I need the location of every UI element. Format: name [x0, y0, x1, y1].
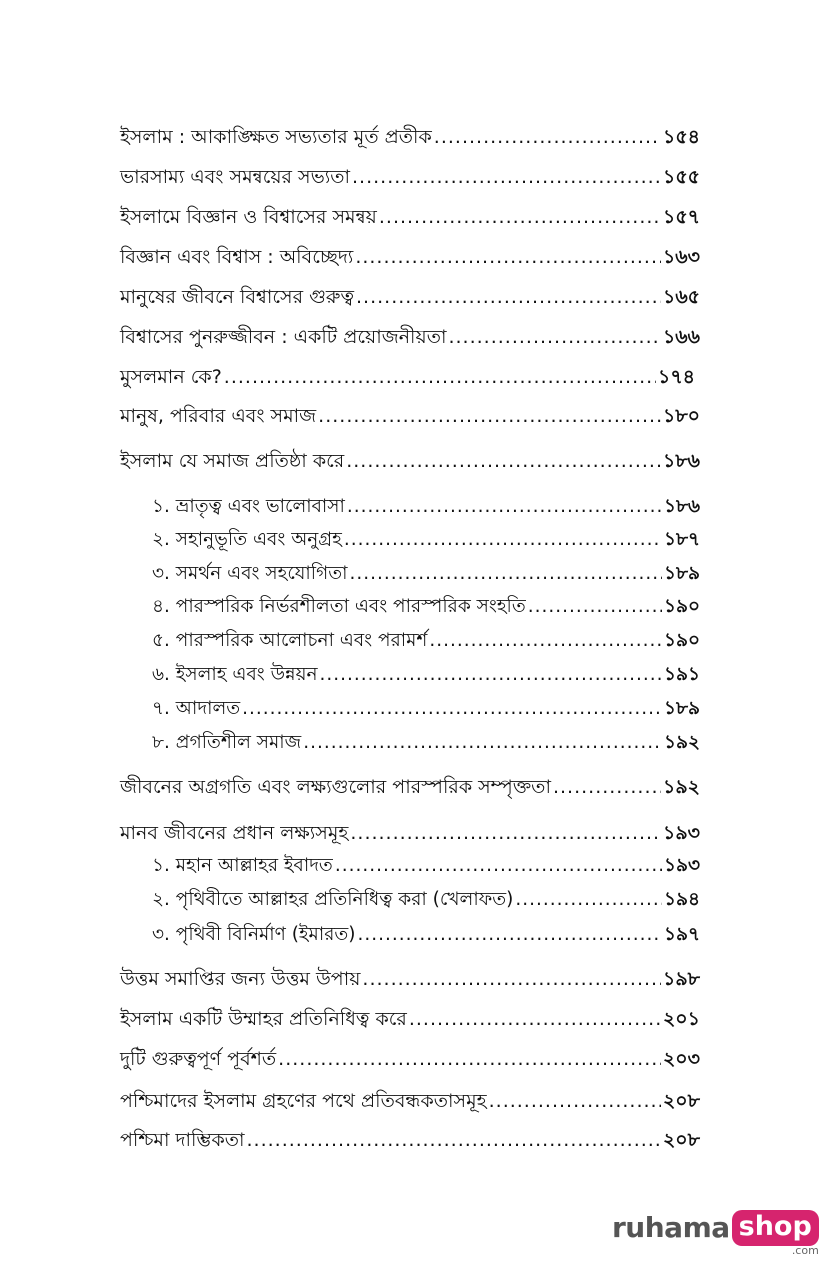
toc-entry-page: ১৯৭ — [663, 924, 700, 945]
toc-entry-title: মানব জীবনের প্রধান লক্ষ্যসমূহ — [120, 822, 349, 844]
toc-entry-title: ইসলাম : আকাঙ্ক্ষিত সভ্যতার মূর্ত প্রতীক — [120, 126, 432, 148]
dot-leader — [357, 922, 661, 948]
toc-entry-page: ১৬৩ — [662, 246, 700, 268]
toc-entry-page: ১৯১ — [663, 664, 700, 685]
toc-entry — [120, 124, 700, 150]
toc-entry-title: ৩. সমর্থন এবং সহযোগিতা — [152, 563, 348, 584]
toc-subentry — [152, 853, 700, 879]
watermark-domain: .com — [791, 1244, 819, 1257]
toc-subentry — [152, 696, 700, 722]
dot-leader — [344, 527, 662, 553]
toc-entry — [120, 164, 700, 190]
toc-entry-page: ১৫৪ — [663, 126, 700, 148]
dot-leader — [355, 244, 661, 270]
toc-subentry — [152, 594, 700, 620]
toc-entry-page: ২০৩ — [662, 1048, 700, 1070]
toc-subentry — [152, 561, 700, 587]
toc-entry — [120, 1127, 700, 1153]
toc-entry-title: ৪. পারস্পরিক নির্ভরশীলতা এবং পারস্পরিক সংহতি — [152, 596, 526, 617]
toc-entry-page: ১৮৯ — [663, 698, 700, 719]
toc-entry-page: ১৮৯ — [663, 563, 700, 584]
toc-subentry — [152, 887, 700, 913]
dot-leader — [278, 1046, 661, 1072]
toc-entry-page: ১৯৩ — [663, 855, 700, 876]
toc-entry-page: ২০৮ — [662, 1129, 700, 1151]
dot-leader — [553, 774, 661, 800]
toc-entry-title: দুটি গুরুত্বপূর্ণ পূর্বশর্ত — [120, 1048, 277, 1070]
dot-leader — [349, 561, 662, 587]
toc-entry — [120, 774, 700, 800]
dot-leader — [320, 662, 662, 688]
toc-entry-title: ৩. পৃথিবী বিনির্মাণ (ইমারত) — [152, 924, 356, 945]
toc-entry-title: ভারসাম্য এবং সমন্বয়ের সভ্যতা — [120, 166, 351, 188]
ruhamashop-watermark-logo — [612, 1210, 819, 1258]
watermark-badge: shop — [732, 1210, 819, 1246]
toc-entry-page: ১৯২ — [662, 776, 700, 798]
toc-entry-page: ১৯০ — [663, 630, 700, 651]
toc-entry-page: ১৯৩ — [662, 822, 700, 844]
toc-entry-title: ২. পৃথিবীতে আল্লাহর প্রতিনিধিত্ব করা (খেলাফত) — [152, 889, 514, 910]
toc-entry-title: উত্তম সমাপ্তির জন্য উত্তম উপায় — [120, 968, 361, 990]
toc-entry-title: বিজ্ঞান এবং বিশ্বাস : অবিচ্ছেদ্য — [120, 246, 354, 268]
dot-leader — [350, 820, 661, 846]
toc-entry-title: ৬. ইসলাহ এবং উন্নয়ন — [152, 664, 318, 685]
toc-entry-page: ১৫৫ — [663, 166, 700, 188]
toc-subentry — [152, 730, 700, 756]
toc-entry-title: ইসলাম একটি উম্মাহর প্রতিনিধিত্ব করে — [120, 1008, 407, 1030]
toc-subentry — [152, 662, 700, 688]
toc-entry-page: ১৯০ — [663, 596, 700, 617]
toc-entry — [120, 966, 700, 992]
toc-entry — [120, 364, 695, 390]
toc-entry-title: ইসলামে বিজ্ঞান ও বিশ্বাসের সমন্বয় — [120, 206, 377, 228]
toc-entry-title: বিশ্বাসের পুনরুজ্জীবন : একটি প্রয়োজনীয়তা — [120, 326, 447, 348]
toc-entry-page: ১৮৬ — [663, 496, 700, 517]
toc-subentry — [152, 922, 700, 948]
toc-entry-page: ১৮০ — [662, 405, 700, 427]
dot-leader — [303, 730, 662, 756]
toc-entry-page: ২০১ — [662, 1008, 700, 1030]
toc-entry — [120, 324, 700, 350]
toc-entry-page: ২০৮ — [662, 1090, 700, 1112]
toc-entry-title: মানুষের জীবনে বিশ্বাসের গুরুত্ব — [120, 286, 355, 308]
toc-subentry — [152, 628, 700, 654]
dot-leader — [362, 966, 661, 992]
toc-subentry — [152, 527, 700, 553]
toc-entry-page: ১৮৬ — [662, 450, 700, 472]
toc-entry — [120, 448, 700, 474]
toc-entry-page: ১৬৬ — [662, 326, 700, 348]
toc-entry-title: ৭. আদালত — [152, 698, 241, 719]
dot-leader — [318, 403, 661, 429]
dot-leader — [489, 1088, 661, 1114]
dot-leader — [347, 494, 662, 520]
toc-entry-page: ১৬৫ — [662, 286, 700, 308]
toc-entry — [120, 1046, 700, 1072]
dot-leader — [356, 284, 661, 310]
dot-leader — [515, 887, 662, 913]
toc-entry-page: ১৯৪ — [663, 889, 700, 910]
toc-entry-title: মানুষ, পরিবার এবং সমাজ — [120, 405, 317, 427]
toc-entry-title: মুসলমান কে? — [120, 366, 222, 388]
dot-leader — [379, 204, 661, 230]
dot-leader — [242, 696, 662, 722]
dot-leader — [352, 164, 661, 190]
toc-entry-page: ১৮৭ — [663, 529, 700, 550]
toc-entry-page: ১৯৮ — [663, 968, 700, 990]
toc-entry-title: ১. ভ্রাতৃত্ব এবং ভালোবাসা — [152, 496, 345, 517]
toc-entry — [120, 204, 700, 230]
toc-entry-page: ১৯২ — [663, 732, 700, 753]
toc-entry — [120, 1006, 700, 1032]
toc-entry-title: জীবনের অগ্রগতি এবং লক্ষ্যগুলোর পারস্পরিক সম্পৃক্ততা — [120, 776, 551, 798]
dot-leader — [409, 1006, 661, 1032]
dot-leader — [224, 364, 656, 390]
toc-entry — [120, 1088, 700, 1114]
toc-entry-title: ইসলাম যে সমাজ প্রতিষ্ঠা করে — [120, 450, 345, 472]
dot-leader — [247, 1127, 661, 1153]
toc-subentry — [152, 494, 700, 520]
toc-entry-title: ৮. প্রগতিশীল সমাজ — [152, 732, 302, 753]
watermark-word: ruhama — [612, 1211, 730, 1244]
dot-leader — [448, 324, 660, 350]
toc-entry-page: ১৫৭ — [662, 206, 700, 228]
dot-leader — [429, 628, 662, 654]
dot-leader — [335, 853, 662, 879]
dot-leader — [434, 124, 661, 150]
toc-entry-title: পশ্চিমাদের ইসলাম গ্রহণের পথে প্রতিবন্ধকতাসমূহ — [120, 1090, 487, 1112]
toc-entry-title: ২. সহানুভূতি এবং অনুগ্রহ — [152, 529, 342, 550]
toc-entry-title: ১. মহান আল্লাহর ইবাদত — [152, 855, 333, 876]
dot-leader — [528, 594, 662, 620]
toc-entry-page: ১৭৪ — [657, 366, 695, 388]
toc-entry — [120, 820, 700, 846]
toc-entry — [120, 244, 700, 270]
toc-entry-title: পশ্চিমা দাম্ভিকতা — [120, 1129, 245, 1151]
toc-entry — [120, 284, 700, 310]
dot-leader — [346, 448, 661, 474]
toc-entry-title: ৫. পারস্পরিক আলোচনা এবং পরামর্শ — [152, 630, 428, 651]
toc-entry — [120, 403, 700, 429]
